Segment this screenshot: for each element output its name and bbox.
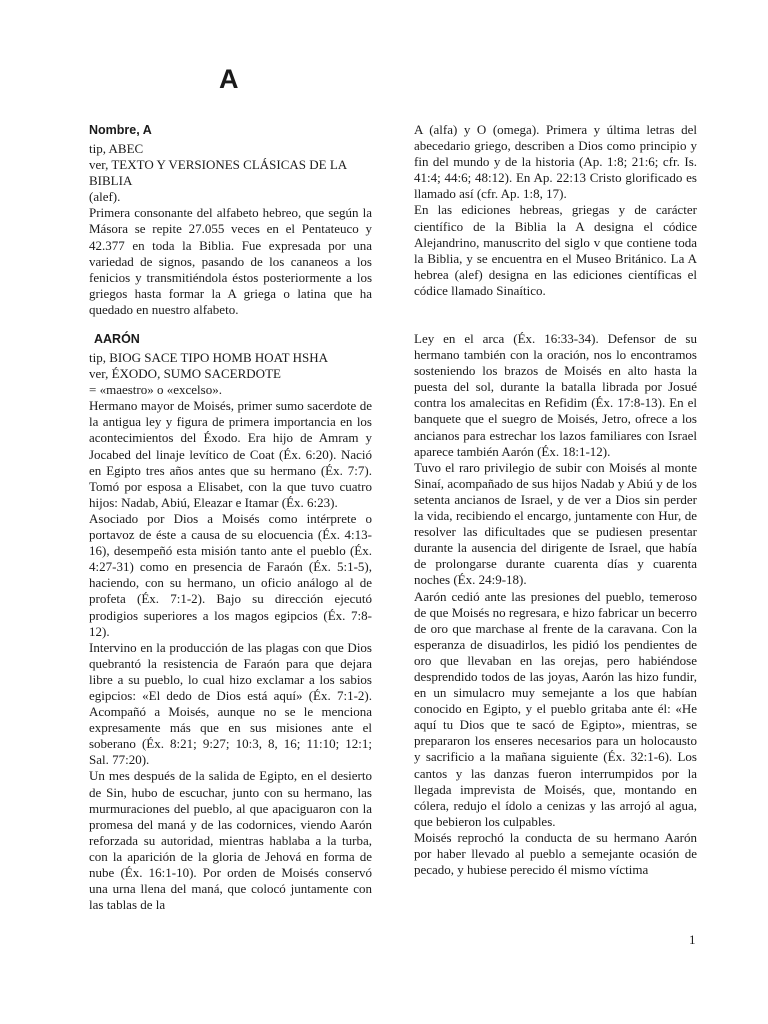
entry-paragraph: Moisés reprochó la conducta de su hermano Aarón por haber llevado al pueblo a semejante ocasión de pecado, y hubiese perecido él mismo víctima	[414, 829, 697, 878]
entry-paragraph: Intervino en la producción de las plagas con que Dios quebrantó la resistencia de Faraón para que dejara libre a su pueblo, lo cual hizo exclamar a los sabios egipcios: «El dedo de Dios está aquí» (Éx. 7:1-2). Acompañó a Moisés, aunque no se le menciona expresamente más que en sus misiones ante el soberano (Éx. 8:21; 9:27; 10:3, 8, 16; 11:10; 12:1; Sal. 77:20).	[89, 639, 372, 768]
entry-heading: Nombre, A	[89, 123, 152, 137]
entry-paragraph: Un mes después de la salida de Egipto, en el desierto de Sin, hubo de escuchar, junto con su hermano, las murmuraciones del pueblo, al que apaciguaron con la promesa del maná y de las codornices, viendo Aarón reforzada su autoridad, mientras hablaba a la turba, con la aparición de la gloria de Jehová en forma de nube (Éx. 16:1-10). Por orden de Moisés conservó una urna llena del maná, que colocó juntamente con las tablas de la	[89, 768, 372, 913]
page-number: 1	[689, 932, 696, 947]
entry-aaron-continued	[414, 331, 697, 878]
entry-nombre-a	[89, 122, 372, 318]
entry-paragraph: Tuvo el raro privilegio de subir con Moisés al monte Sinaí, acompañado de sus hijos Nadab y Abiú y de los setenta ancianos de Israel, y de ver a Dios sin perder la vida, recibiendo el encargo, juntamente con Hur, de resolver las dificultades que se pudiesen presentar durante la ausencia del dirigente de Israel, que había de prolongarse durante cuarenta días y cuarenta noches (Éx. 24:9-18).	[414, 459, 697, 588]
entry-paragraph: Asociado por Dios a Moisés como intérprete o portavoz de éste a causa de su elocuencia (Éx. 4:13-16), desempeñó esta misión tanto ante el pueblo (Éx. 4:27-31) como en presencia de Faraón (Éx. 5:1-5), haciendo, con su hermano, un oficio análogo al de profeta (Éx. 7:1-2). Bajo su dirección ejecutó prodigios superiores a los magos egipcios (Éx. 7:8-12).	[89, 510, 372, 639]
entry-etymology-line: = «maestro» o «excelso».	[89, 382, 222, 398]
entry-paragraph: Aarón cedió ante las presiones del pueblo, temeroso de que Moisés no regresara, e hizo fabricar un becerro de oro que marchase al frente de la caravana. Con la esperanza de disuadirlos, les pidió los pendientes de oro que llevaban en las orejas, pero habiéndose desprendido todos de las joyas, Aarón las hizo fundir, en un simulacro muy semejante a los que habían conocido en Egipto, y el pueblo gritaba ante él: «He aquí tu Dios que te sacó de Egipto», mientras, se prepararon los enseres necesarios para un holocausto y sacrificio a la mañana siguiente (Éx. 32:1-6). Los cantos y las danzas fueron interrumpidos por la llegada imprevista de Moisés, que, montando en cólera, redujo el ídolo a cenizas y las arrojó al agua, que bebieron los culpables.	[414, 588, 697, 829]
entry-paragraph: Primera consonante del alfabeto hebreo, que según la Másora se repite 27.055 veces en el Pentateuco y 42.377 en toda la Biblia. Fue expresada por una variedad de signos, pasando de los cananeos a los fenicios y transmitiéndola éstos posteriormente a los griegos hasta formar la A griega o latina que ha quedado en nuestro alfabeto.	[89, 205, 372, 317]
entry-paragraph: Hermano mayor de Moisés, primer sumo sacerdote de la antigua ley y figura de primera importancia en los acontecimientos del Éxodo. Era hijo de Amram y Jocabed del linaje levítico de Coat (Éx. 6:20). Nació en Egipto tres años antes que su hermano (Éx. 7:7). Tomó por esposa a Elisabet, con la que tuvo cuatro hijos: Nadab, Abiú, Eleazar e Itamar (Éx. 6:23).	[89, 398, 372, 510]
entry-type-line: tip, ABEC	[89, 141, 144, 156]
entry-nombre-a-continued	[414, 122, 697, 299]
entry-etymology-line: (alef).	[89, 189, 121, 205]
entry-paragraph: A (alfa) y O (omega). Primera y última letras del abecedario griego, describen a Dios como principio y fin del mundo y de la historia (Ap. 1:8; 21:6; cfr. Is. 41:4; 44:6; 48:12). En Ap. 22:13 Cristo glorificado es llamado así (cfr. Ap. 1:8, 17).	[414, 122, 697, 202]
entry-aaron	[89, 331, 372, 913]
entry-paragraph: Ley en el arca (Éx. 16:33-34). Defensor de su hermano también con la oración, nos lo encontramos sosteniendo los brazos de Moisés en alto hasta la puesta del sol, durante la batalla librada por Josué contra los amalecitas en Refidim (Éx. 17:8-13). En el banquete que el suegro de Moisés, Jetro, ofrece a los ancianos para estrechar los lazos familiares con Israel aparece también Aarón (Éx. 18:1-12).	[414, 331, 697, 459]
entry-see-also-line: ver, TEXTO Y VERSIONES CLÁSICAS DE LA BIBLIA	[89, 157, 347, 189]
entry-type-line: tip, BIOG SACE TIPO HOMB HOAT HSHA	[89, 350, 328, 365]
entry-heading: AARÓN	[94, 332, 140, 346]
entry-see-also-line: ver, ÉXODO, SUMO SACERDOTE	[89, 366, 281, 382]
section-letter: A	[219, 64, 239, 94]
entry-paragraph: En las ediciones hebreas, griegas y de carácter científico de la Biblia la A designa el códice Alejandrino, manuscrito del siglo v que contiene toda la Biblia, y se encuentra en el Museo Británico. La A hebrea (alef) designa en las ediciones científicas el códice llamado Sinaítico.	[414, 202, 697, 298]
